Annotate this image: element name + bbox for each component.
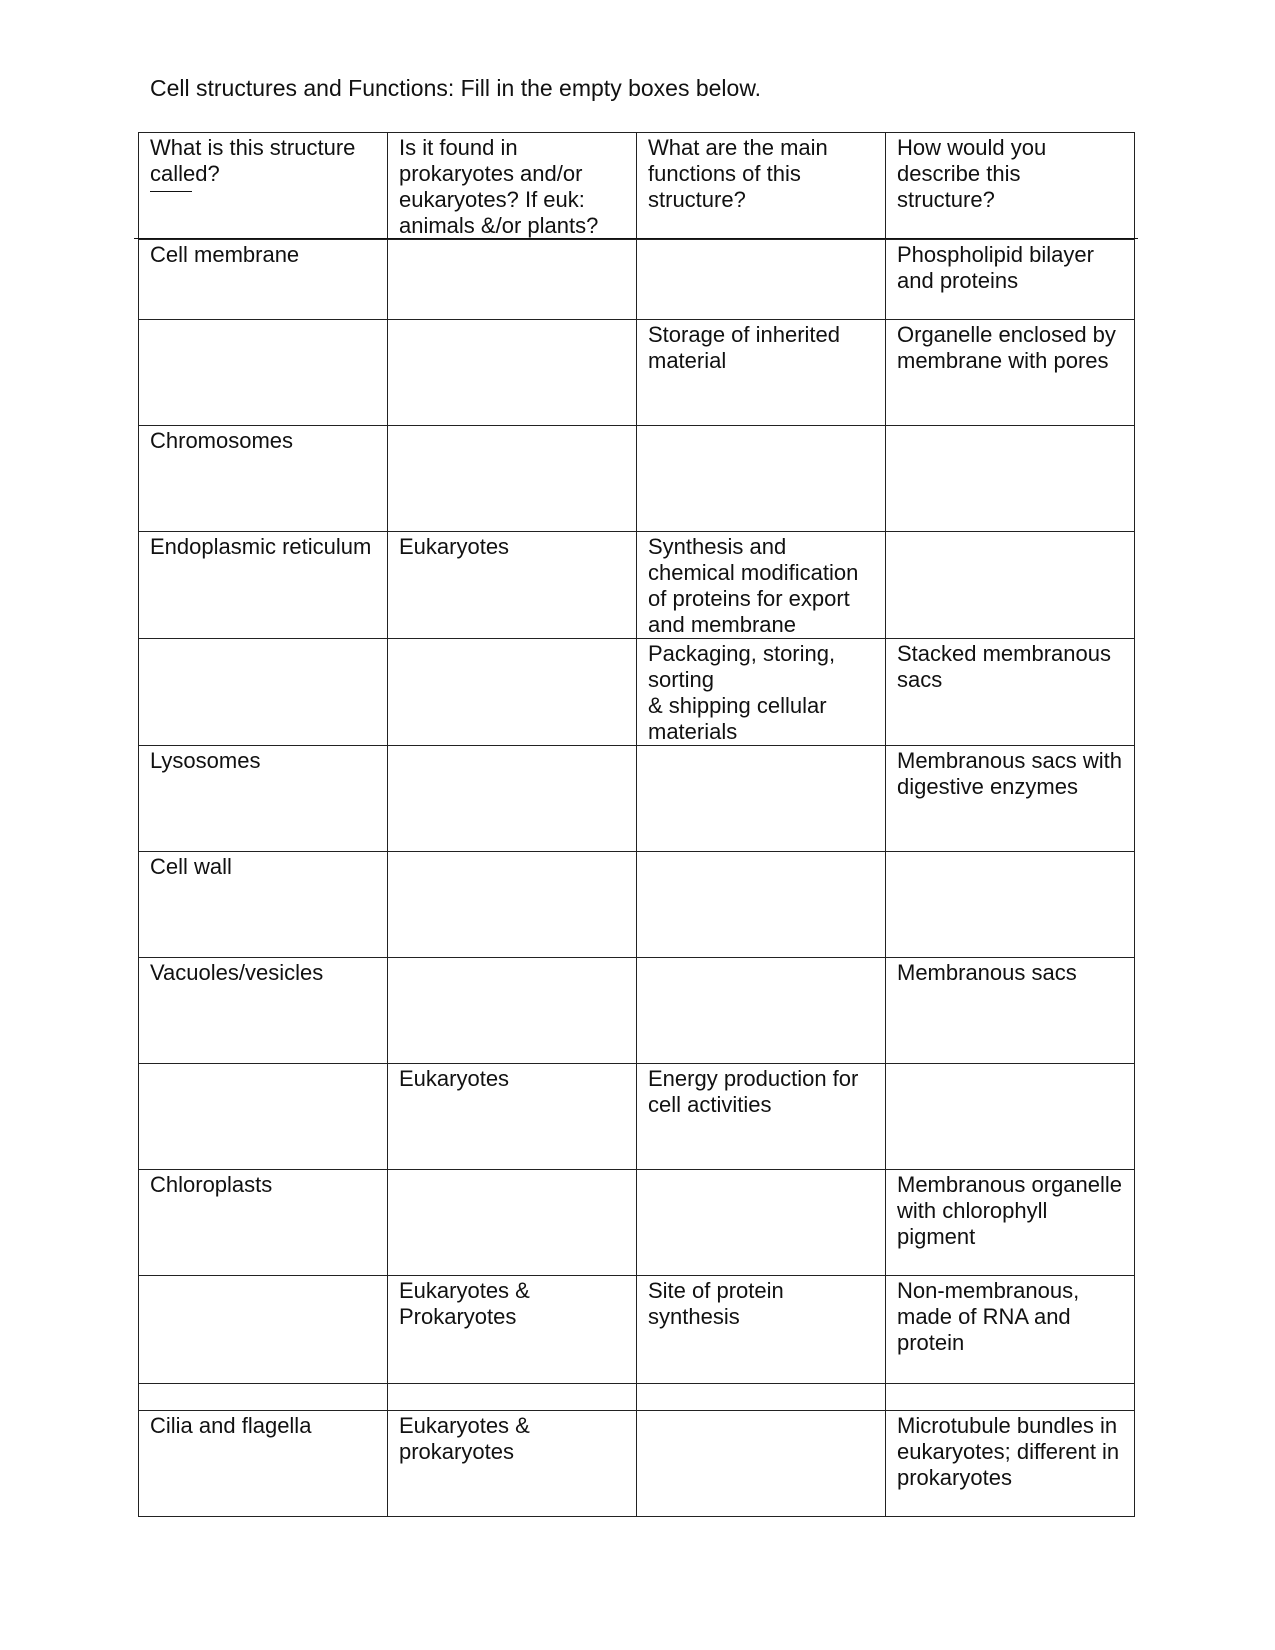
cell-found-in[interactable] xyxy=(388,320,637,426)
cell-description: Organelle enclosed by membrane with pores xyxy=(886,320,1135,426)
cell-description[interactable] xyxy=(886,852,1135,958)
cell-functions: Packaging, storing, sorting & shipping cellular materials xyxy=(637,639,886,746)
worksheet-title: Cell structures and Functions: Fill in the empty boxes below. xyxy=(150,75,762,101)
cell-found-in: Eukaryotes xyxy=(388,532,637,639)
cell-functions: Synthesis and chemical modification of proteins for export and membrane xyxy=(637,532,886,639)
cell-structure-name: Lysosomes xyxy=(139,746,388,852)
cell-description: Non-membranous, made of RNA and protein xyxy=(886,1276,1135,1384)
cell-structure-name: Endoplasmic reticulum xyxy=(139,532,388,639)
cell-structure-name[interactable] xyxy=(139,320,388,426)
cell-description[interactable] xyxy=(886,532,1135,639)
cell-functions[interactable] xyxy=(637,1411,886,1517)
table-row xyxy=(139,746,1135,852)
cell-description: Membranous sacs xyxy=(886,958,1135,1064)
table-row xyxy=(139,320,1135,426)
cell-found-in: Eukaryotes & Prokaryotes xyxy=(388,1276,637,1384)
table-row xyxy=(139,958,1135,1064)
cell-found-in: Eukaryotes & prokaryotes xyxy=(388,1411,637,1517)
cell-structure-name xyxy=(139,1384,388,1411)
cell-found-in[interactable] xyxy=(388,639,637,746)
cell-found-in[interactable] xyxy=(388,958,637,1064)
cell-found-in[interactable] xyxy=(388,746,637,852)
table-row xyxy=(139,1411,1135,1517)
header-structure-name xyxy=(139,133,388,240)
cell-functions: Storage of inherited material xyxy=(637,320,886,426)
cell-functions: Site of protein synthesis xyxy=(637,1276,886,1384)
header-divider-line xyxy=(134,238,1138,239)
table-header-row xyxy=(139,133,1135,240)
cell-description: Membranous organelle with chlorophyll pigment xyxy=(886,1170,1135,1276)
cell-structure-name: Cilia and flagella xyxy=(139,1411,388,1517)
header-text: What is this structure called? xyxy=(150,135,356,186)
table-row xyxy=(139,639,1135,746)
table-row xyxy=(139,1276,1135,1384)
cell-found-in[interactable] xyxy=(388,852,637,958)
cell-found-in[interactable] xyxy=(388,1170,637,1276)
cell-found-in: Eukaryotes xyxy=(388,1064,637,1170)
cell-functions[interactable] xyxy=(637,852,886,958)
cell-functions[interactable] xyxy=(637,746,886,852)
cell-structure-name[interactable] xyxy=(139,1064,388,1170)
cell-structure-name: Chloroplasts xyxy=(139,1170,388,1276)
cell-found-in[interactable] xyxy=(388,240,637,320)
cell-functions[interactable] xyxy=(637,1170,886,1276)
header-description xyxy=(886,133,1135,240)
table-row xyxy=(139,1170,1135,1276)
table-row xyxy=(139,426,1135,532)
cell-structure-name: Chromosomes xyxy=(139,426,388,532)
cell-description: Membranous sacs with digestive enzymes xyxy=(886,746,1135,852)
header-text: What are the main functions of this structure? xyxy=(648,135,828,212)
cell-structures-table xyxy=(138,132,1135,1517)
cell-description[interactable] xyxy=(886,1064,1135,1170)
cell-functions[interactable] xyxy=(637,240,886,320)
cell-description: Phospholipid bilayer and proteins xyxy=(886,240,1135,320)
cell-structure-name: Vacuoles/vesicles xyxy=(139,958,388,1064)
cell-functions xyxy=(637,1384,886,1411)
header-text: Is it found in prokaryotes and/or eukaryotes? If euk: animals &/or plants? xyxy=(399,135,599,238)
cell-found-in[interactable] xyxy=(388,426,637,532)
cell-functions[interactable] xyxy=(637,426,886,532)
cell-functions[interactable] xyxy=(637,958,886,1064)
cell-functions: Energy production for cell activities xyxy=(637,1064,886,1170)
cell-description: Stacked membranous sacs xyxy=(886,639,1135,746)
header-functions xyxy=(637,133,886,240)
blank-line xyxy=(150,191,192,192)
table-row xyxy=(139,532,1135,639)
table-row-spacer xyxy=(139,1384,1135,1411)
cell-found-in xyxy=(388,1384,637,1411)
cell-structure-name: Cell membrane xyxy=(139,240,388,320)
cell-description xyxy=(886,1384,1135,1411)
header-text: How would you describe this structure? xyxy=(897,135,1047,212)
table-row xyxy=(139,1064,1135,1170)
cell-structure-name[interactable] xyxy=(139,639,388,746)
table-row xyxy=(139,852,1135,958)
cell-description[interactable] xyxy=(886,426,1135,532)
cell-structure-name[interactable] xyxy=(139,1276,388,1384)
cell-structure-name: Cell wall xyxy=(139,852,388,958)
table-row xyxy=(139,240,1135,320)
header-found-in xyxy=(388,133,637,240)
cell-description: Microtubule bundles in eukaryotes; different in prokaryotes xyxy=(886,1411,1135,1517)
